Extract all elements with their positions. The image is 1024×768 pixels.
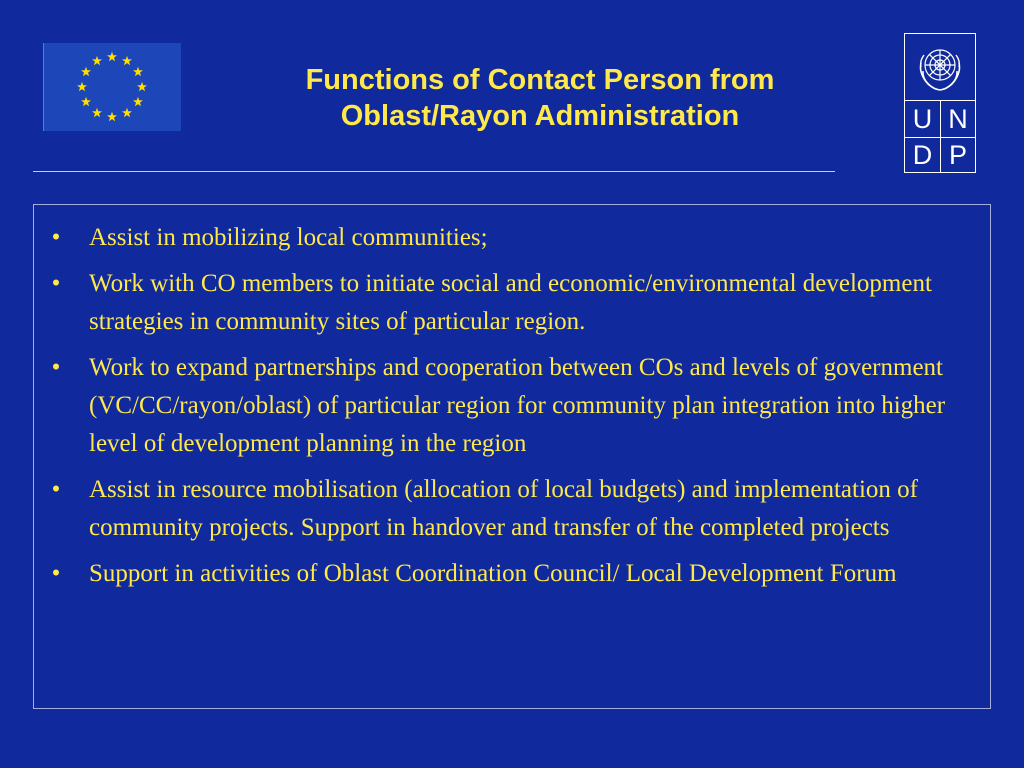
bullet-text: Work with CO members to initiate social and economic/environmental development strategies in community sites of particular region. [89, 270, 932, 335]
eu-star-icon [81, 67, 91, 76]
bullet-text: Support in activities of Oblast Coordination Council/ Local Development Forum [89, 560, 897, 587]
bullet-icon: • [51, 560, 61, 587]
eu-star-icon [133, 67, 143, 76]
undp-letter-d: D [905, 137, 940, 173]
content-box [33, 204, 991, 709]
undp-letters [905, 100, 975, 173]
eu-star-icon [92, 56, 102, 65]
undp-letter-u: U [912, 103, 933, 134]
undp-logo [904, 33, 976, 173]
undp-letter-p: P [940, 137, 975, 173]
bullet-text: Work to expand partnerships and cooperation between COs and levels of government (VC/CC/rayon/oblast) of particular region for community plan integration into higher level of development planning in the region [89, 354, 946, 457]
bullet-list [34, 205, 990, 593]
eu-star-icon [77, 82, 87, 91]
eu-stars [44, 43, 181, 131]
eu-star-icon [122, 56, 132, 65]
bullet-icon: • [51, 270, 61, 297]
eu-star-icon [107, 112, 117, 121]
list-item [44, 471, 972, 547]
undp-letter-n: N [940, 101, 975, 137]
eu-star-icon [81, 97, 91, 106]
eu-star-icon [92, 108, 102, 117]
slide-title-line-2: Oblast/Rayon Administration [340, 100, 740, 132]
un-emblem-icon [905, 34, 975, 100]
eu-star-icon [122, 108, 132, 117]
slide-title [200, 62, 880, 134]
slide-title-line-1: Functions of Contact Person from [305, 64, 775, 96]
list-item [44, 555, 972, 593]
bullet-text: Assist in mobilizing local communities; [89, 224, 488, 251]
eu-star-icon [133, 97, 143, 106]
bullet-text: Assist in resource mobilisation (allocation of local budgets) and implementation of community projects. Support in handover and transfer of the completed projects [89, 476, 918, 541]
list-item [44, 219, 972, 257]
list-item [44, 349, 972, 463]
eu-star-icon [137, 82, 147, 91]
eu-flag-icon [43, 43, 181, 131]
title-divider [33, 171, 835, 172]
eu-star-icon [107, 52, 117, 61]
list-item [44, 265, 972, 341]
bullet-icon: • [51, 224, 61, 251]
bullet-icon: • [51, 476, 61, 503]
bullet-icon: • [51, 354, 61, 381]
